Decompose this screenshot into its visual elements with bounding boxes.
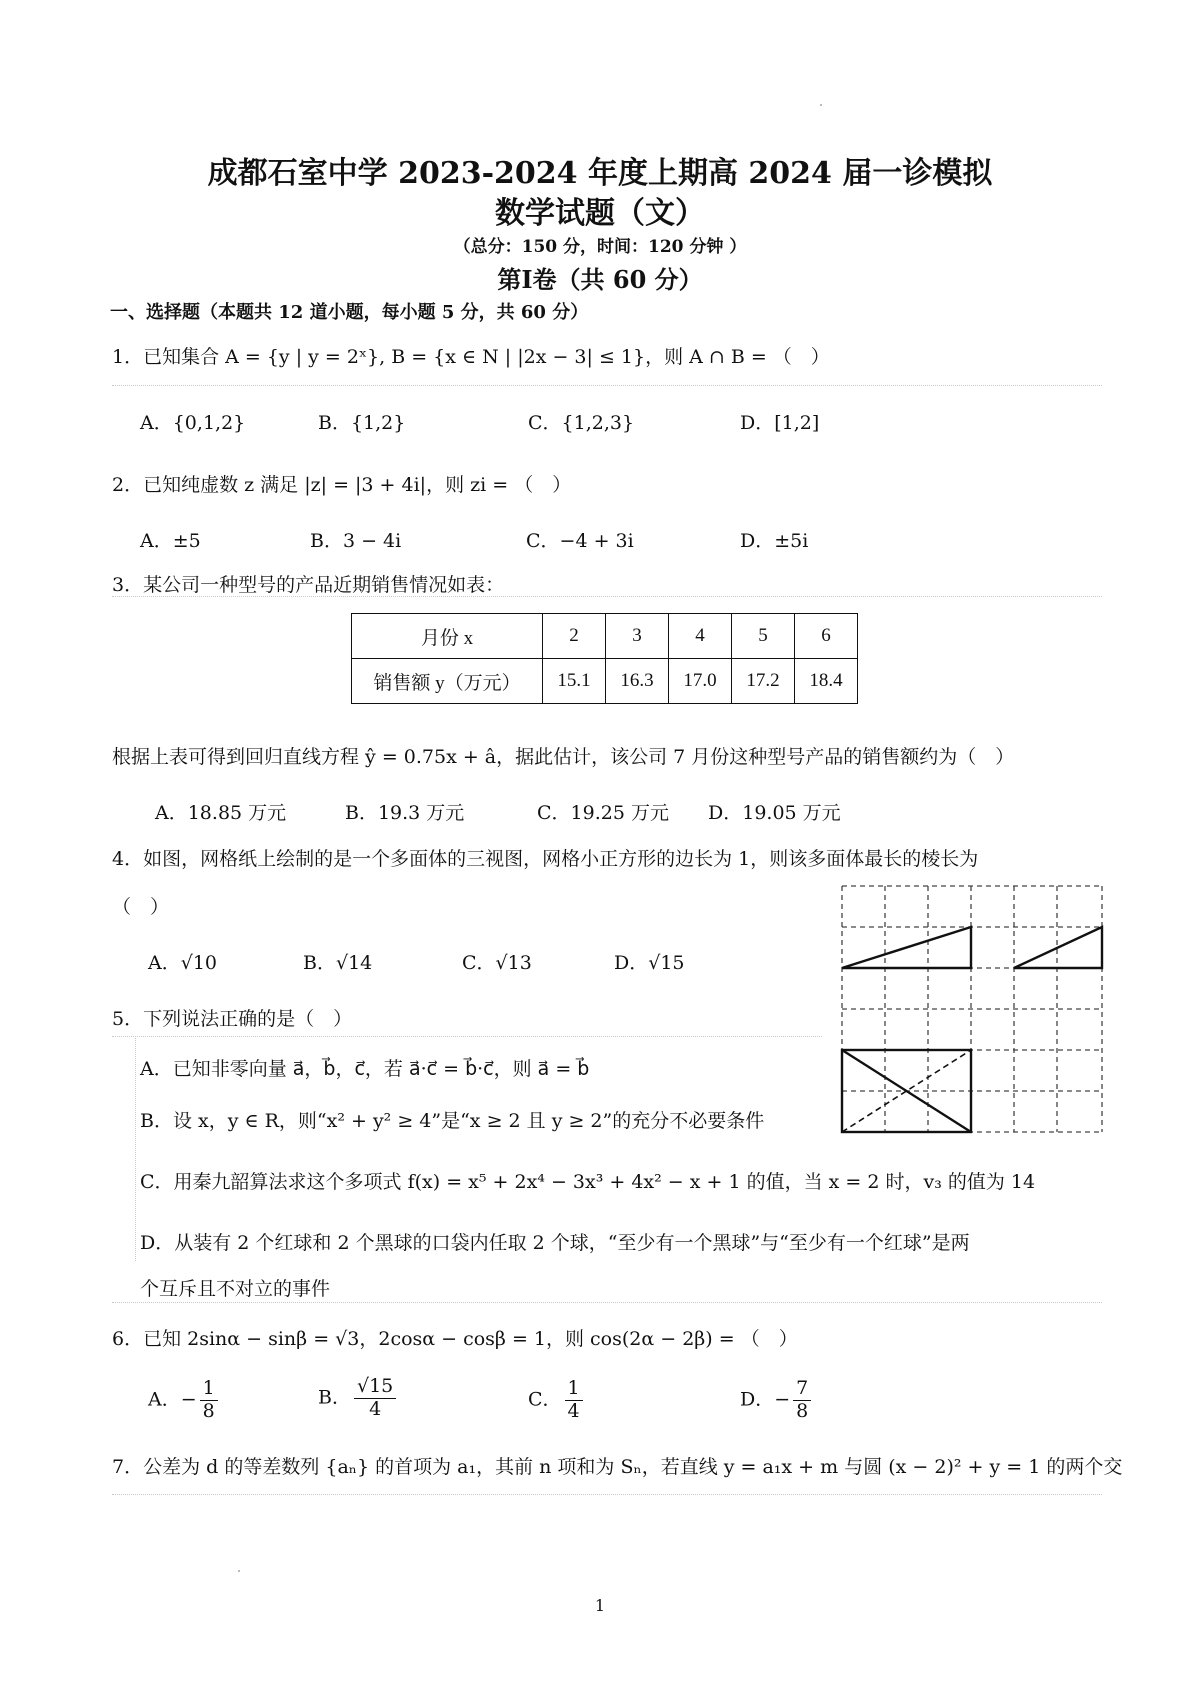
q2-option-b: B．3 − 4i — [310, 530, 402, 552]
question-1-stem: 1．已知集合 A = {y | y = 2ˣ}, B = {x ∈ N | |2x − 3| ≤ 1}，则 A ∩ B = （ ） — [112, 346, 830, 368]
numerator: 7 — [793, 1378, 811, 1401]
question-4-stem-continued: （ ） — [112, 896, 170, 918]
table-cell: 18.4 — [795, 659, 858, 704]
question-2-stem: 2．已知纯虚数 z 满足 |z| = |3 + 4i|，则 zi = （ ） — [112, 474, 572, 496]
dotted-rule — [112, 1036, 822, 1037]
q2-option-d: D．±5i — [740, 530, 809, 552]
table-header-cell: 销售额 y（万元） — [352, 659, 543, 704]
scan-speck — [820, 104, 822, 106]
page-number: 1 — [594, 1596, 606, 1615]
q1-option-c: C．{1,2,3} — [528, 412, 635, 434]
q4-option-a: A．√10 — [148, 952, 218, 974]
q3-option-a: A．18.85 万元 — [155, 802, 287, 824]
table-cell: 2 — [543, 614, 606, 659]
question-7-stem: 7．公差为 d 的等差数列 {aₙ} 的首项为 a₁，其前 n 项和为 Sₙ，若直线 y = a₁x + m 与圆 (x − 2)² + y = 1 的两个交 — [112, 1456, 1123, 1478]
part-heading: 第Ⅰ卷（共 60 分） — [497, 265, 703, 294]
dotted-rule — [112, 596, 1102, 597]
q5-option-d: D．从装有 2 个红球和 2 个黑球的口袋内任取 2 个球，“至少有一个黑球”与“至少有一个红球”是两 — [140, 1232, 970, 1254]
q6-option-a — [148, 1378, 221, 1423]
q6-option-b — [318, 1376, 399, 1421]
denominator: 4 — [567, 1399, 580, 1422]
q4-option-c: C．√13 — [462, 952, 532, 974]
q1-option-a: A．{0,1,2} — [140, 412, 246, 434]
q3-option-c: C．19.25 万元 — [537, 802, 669, 824]
table-cell: 6 — [795, 614, 858, 659]
question-3-stem: 3．某公司一种型号的产品近期销售情况如表： — [112, 574, 505, 596]
table-cell: 4 — [669, 614, 732, 659]
q4-option-d: D．√15 — [614, 952, 685, 974]
option-label: B． — [318, 1386, 351, 1409]
denominator: 4 — [369, 1397, 382, 1420]
exam-meta: （总分：150 分，时间：120 分钟 ） — [453, 237, 747, 257]
table-row — [352, 659, 858, 704]
q5-option-d-continued: 个互斥且不对立的事件 — [140, 1278, 331, 1300]
dotted-rule — [112, 1302, 1102, 1303]
table-header-cell: 月份 x — [352, 614, 543, 659]
dotted-rule — [112, 1494, 1102, 1495]
q4-option-b: B．√14 — [303, 952, 373, 974]
side-view-triangle — [1014, 927, 1102, 968]
q2-option-c: C．−4 + 3i — [526, 530, 634, 552]
question-3-text: 根据上表可得到回归直线方程 ŷ = 0.75x + â，据此估计，该公司 7 月份这种型号产品的销售额约为（ ） — [112, 746, 1015, 768]
table-cell: 16.3 — [606, 659, 669, 704]
section-heading: 一、选择题（本题共 12 道小题，每小题 5 分，共 60 分） — [110, 302, 589, 323]
q2-option-a: A．±5 — [140, 530, 201, 552]
q1-option-b: B．{1,2} — [318, 412, 406, 434]
option-label: A． — [148, 1388, 181, 1411]
dotted-rule — [112, 385, 1102, 386]
q6-option-c — [528, 1378, 586, 1423]
table-cell: 5 — [732, 614, 795, 659]
fraction — [354, 1376, 396, 1421]
numerator: 1 — [565, 1378, 583, 1401]
q3-option-d: D．19.05 万元 — [708, 802, 841, 824]
exam-subtitle: 数学试题（文） — [495, 196, 705, 231]
table-row — [352, 614, 858, 659]
q1-option-d: D．[1,2] — [740, 412, 820, 434]
minus-sign: − — [180, 1388, 197, 1411]
fraction — [793, 1378, 811, 1423]
denominator: 8 — [202, 1399, 215, 1422]
q5-option-a: A．已知非零向量 a⃗，b⃗，c⃗，若 a⃗·c⃗ = b⃗·c⃗，则 a⃗ = b⃗ — [140, 1058, 590, 1080]
three-view-diagram — [840, 884, 1104, 1148]
table-cell: 15.1 — [543, 659, 606, 704]
table-cell: 17.0 — [669, 659, 732, 704]
fraction — [565, 1378, 583, 1423]
exam-title: 成都石室中学 2023-2024 年度上期高 2024 届一诊模拟 — [207, 156, 993, 191]
q3-option-b: B．19.3 万元 — [345, 802, 465, 824]
option-label: D． — [740, 1388, 775, 1411]
table-cell: 17.2 — [732, 659, 795, 704]
numerator: 1 — [200, 1378, 218, 1401]
fraction — [200, 1378, 218, 1423]
numerator: √15 — [354, 1376, 396, 1399]
dotted-margin — [135, 1036, 136, 1261]
option-label: C． — [528, 1388, 562, 1411]
q5-option-b: B．设 x，y ∈ R，则“x² + y² ≥ 4”是“x ≥ 2 且 y ≥ 2”的充分不必要条件 — [140, 1110, 765, 1132]
table-cell: 3 — [606, 614, 669, 659]
question-6-stem: 6．已知 2sinα − sinβ = √3，2cosα − cosβ = 1，则 cos(2α − 2β) = （ ） — [112, 1328, 798, 1350]
sales-table — [351, 613, 858, 704]
denominator: 8 — [796, 1399, 809, 1422]
minus-sign: − — [774, 1388, 791, 1411]
front-view-triangle — [842, 927, 971, 968]
scan-speck — [238, 1570, 240, 1572]
question-5-stem: 5．下列说法正确的是（ ） — [112, 1008, 353, 1030]
question-4-stem: 4．如图，网格纸上绘制的是一个多面体的三视图，网格小正方形的边长为 1，则该多面体最长的棱长为 — [112, 848, 979, 870]
q5-option-c: C．用秦九韶算法求这个多项式 f(x) = x⁵ + 2x⁴ − 3x³ + 4x² − x + 1 的值，当 x = 2 时，v₃ 的值为 14 — [140, 1171, 1036, 1193]
q6-option-d — [740, 1378, 814, 1423]
